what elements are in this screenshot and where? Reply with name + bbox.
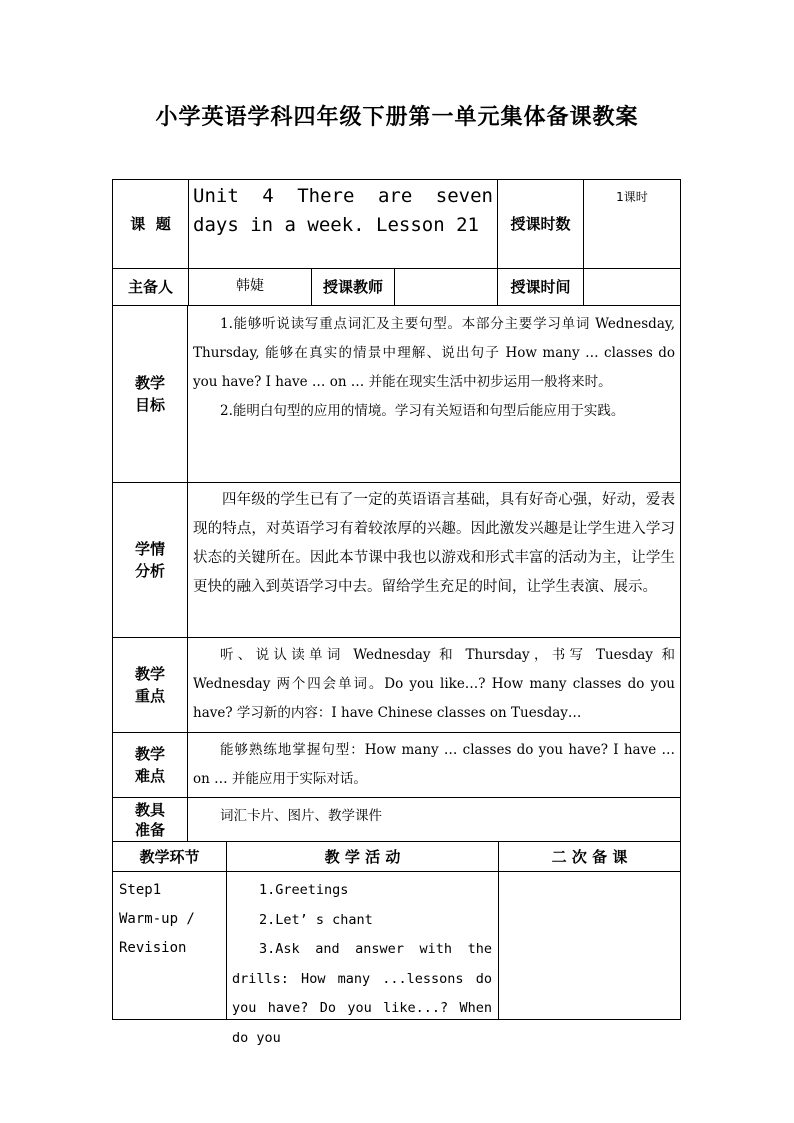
objectives-label: 教学 目标 xyxy=(134,374,165,414)
stage-header: 教学环节 xyxy=(139,847,200,866)
step1-item-3: 3.Ask and answer with the drills: How many ...lessons do you have? Do you like...? When do you xyxy=(232,941,492,1046)
step1-item-2: 2.Let’ s chant xyxy=(259,911,373,928)
analysis-content xyxy=(193,486,675,602)
difficulties-text: 能够熟练地掌握句型：How many … classes do you have? I have … on … 并能应用于实际对话。 xyxy=(193,742,675,787)
objective-1: 1.能够听说读写重点词汇及主要句型。本部分主要学习单词 Wednesday, Thursday, 能够在真实的情景中理解、说出句子 How many … classes do you have? I have … on … 并能在现实生活中初步运用一般将来时。 xyxy=(193,316,675,390)
step1-stage-line2: Warm-up / xyxy=(119,911,195,927)
step1-item-1: 1.Greetings xyxy=(259,882,349,898)
key-points-text: 听、说认读单词 Wednesday 和 Thursday，书写 Tuesday 和 Wednesday 两个四会单词。Do you like…? How many classes do you have? 学习新的内容：I have Chinese classes on Tuesday… xyxy=(193,647,675,721)
difficulties-content xyxy=(193,736,675,794)
step1-stage-line1: Step1 xyxy=(119,882,162,898)
key-points-label: 教学 重点 xyxy=(134,665,165,705)
step1-stage xyxy=(119,876,224,963)
analysis-label: 学情 分析 xyxy=(134,540,165,580)
key-points-content xyxy=(193,641,675,728)
time-label: 授课时间 xyxy=(510,278,571,296)
second-prep-header: 二 次 备 课 xyxy=(551,847,628,866)
lead-value: 韩婕 xyxy=(236,278,264,294)
materials-text: 词汇卡片、图片、教学课件 xyxy=(220,808,382,824)
materials-label: 教具 准备 xyxy=(134,800,165,839)
topic-label: 课 题 xyxy=(130,215,171,233)
materials-content xyxy=(193,802,675,831)
objectives-content xyxy=(193,310,675,426)
step1-activities xyxy=(232,876,492,1053)
activity-header: 教 学 活 动 xyxy=(324,847,401,866)
objective-2: 2.能明白句型的应用的情境。学习有关短语和句型后能应用于实践。 xyxy=(220,403,625,419)
analysis-text: 四年级的学生已有了一定的英语语言基础，具有好奇心强，好动，爱表现的特点，对英语学习有着较浓厚的兴趣。因此激发兴趣是让学生进入学习状态的关键所在。因此本节课中我也以游戏和形式丰富的活动为主，让学生更快的融入到英语学习中去。留给学生充足的时间，让学生表演、展示。 xyxy=(193,492,675,595)
teacher-label: 授课教师 xyxy=(322,278,383,296)
hours-value: 1课时 xyxy=(616,190,648,204)
page-title: 小学英语学科四年级下册第一单元集体备课教案 xyxy=(155,105,639,130)
step1-stage-line3: Revision xyxy=(119,940,187,956)
hours-label: 授课时数 xyxy=(510,215,571,233)
lead-label: 主备人 xyxy=(127,278,173,296)
topic-value: Unit 4 There are seven days in a week. Lesson 21 xyxy=(193,185,493,236)
difficulties-label: 教学 难点 xyxy=(134,745,165,785)
